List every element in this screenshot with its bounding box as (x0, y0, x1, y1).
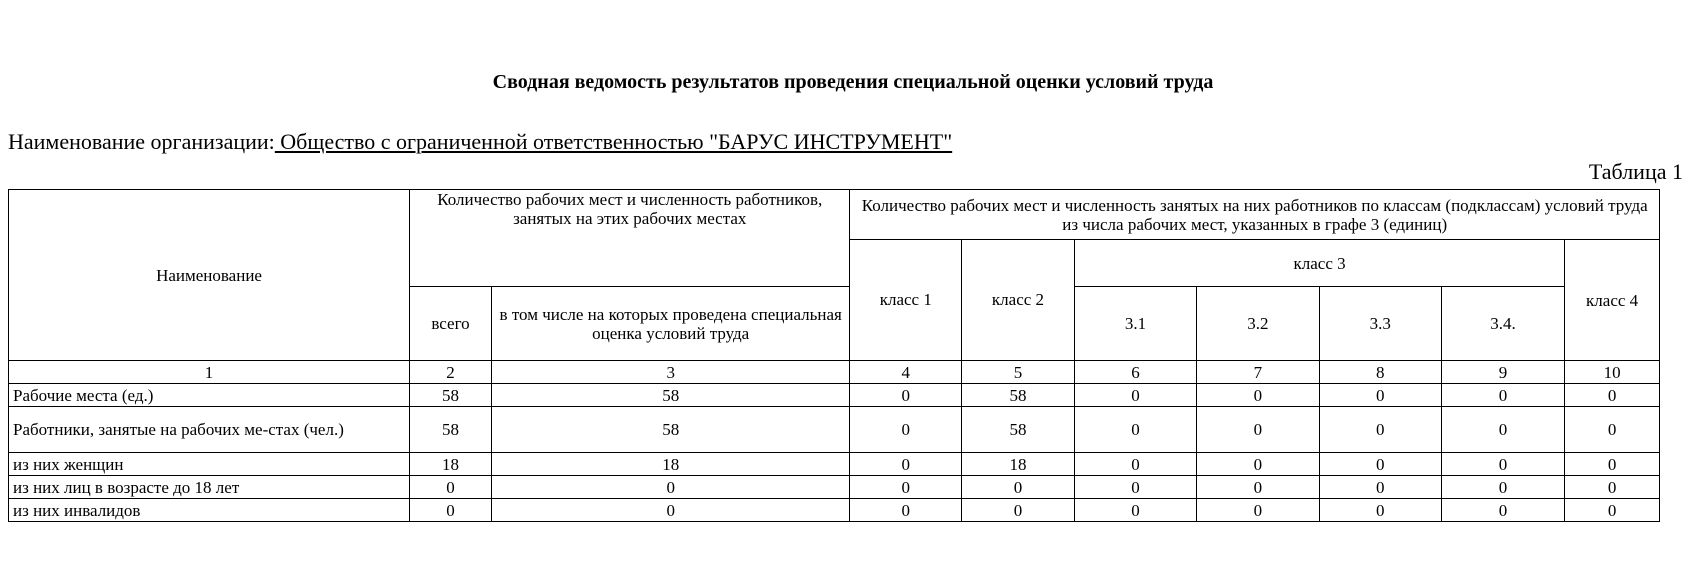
table-cell: 0 (1319, 476, 1441, 499)
table-cell: 0 (1319, 384, 1441, 407)
table-cell: 0 (491, 499, 849, 522)
header-sub-3-4: 3.4. (1441, 287, 1564, 361)
table-cell: 0 (850, 453, 962, 476)
table-row (9, 407, 1660, 453)
row-label: Рабочие места (ед.) (9, 384, 410, 407)
header-class1: класс 1 (850, 240, 962, 361)
table-cell: 0 (962, 499, 1075, 522)
header-class4: класс 4 (1565, 240, 1660, 361)
column-number: 3 (491, 361, 849, 384)
header-assessed: в том числе на которых проведена специальная оценка условий труда (491, 287, 849, 361)
row-label: из них инвалидов (9, 499, 410, 522)
table-cell: 18 (962, 453, 1075, 476)
table-row (9, 453, 1660, 476)
column-number: 2 (410, 361, 492, 384)
organization-name: Общество с ограниченной ответственностью "БАРУС ИНСТРУМЕНТ" (274, 129, 953, 154)
column-number: 8 (1319, 361, 1441, 384)
table-cell: 0 (850, 384, 962, 407)
table-cell: 0 (1319, 453, 1441, 476)
column-number: 6 (1074, 361, 1196, 384)
table-cell: 0 (850, 499, 962, 522)
table-cell: 58 (491, 384, 849, 407)
table-cell: 0 (1441, 453, 1564, 476)
header-sub-3-2: 3.2 (1197, 287, 1319, 361)
table-cell: 0 (1197, 407, 1319, 453)
table-cell: 0 (1074, 384, 1196, 407)
table-cell: 0 (1565, 453, 1660, 476)
table-cell: 0 (1074, 407, 1196, 453)
header-class2: класс 2 (962, 240, 1075, 361)
table-cell: 0 (491, 476, 849, 499)
table-cell: 0 (850, 476, 962, 499)
table-cell: 0 (1319, 407, 1441, 453)
table-cell: 58 (962, 384, 1075, 407)
table-cell: 0 (410, 499, 492, 522)
table-cell: 0 (850, 407, 962, 453)
header-name: Наименование (9, 190, 410, 361)
table-cell: 58 (962, 407, 1075, 453)
table-cell: 0 (1565, 407, 1660, 453)
table-cell: 18 (491, 453, 849, 476)
table-cell: 0 (1319, 499, 1441, 522)
column-number: 5 (962, 361, 1075, 384)
column-number-row (9, 361, 1660, 384)
column-number: 7 (1197, 361, 1319, 384)
table-cell: 0 (410, 476, 492, 499)
table-cell: 0 (1565, 499, 1660, 522)
column-number: 10 (1565, 361, 1660, 384)
table-cell: 0 (1565, 476, 1660, 499)
table-cell: 0 (1441, 476, 1564, 499)
header-group-classes: Количество рабочих мест и численность занятых на них работников по классам (подклассам) условий труда из числа рабочих мест, указанных в графе 3 (единиц) (850, 190, 1660, 240)
row-label: из них лиц в возрасте до 18 лет (9, 476, 410, 499)
table-cell: 0 (1441, 384, 1564, 407)
table-row (9, 499, 1660, 522)
document-title: Сводная ведомость результатов проведения специальной оценки условий труда (492, 71, 1214, 93)
column-number: 4 (850, 361, 962, 384)
organization-line (8, 129, 952, 155)
table-cell: 0 (1197, 499, 1319, 522)
table-cell: 0 (1074, 476, 1196, 499)
table-cell: 0 (1441, 499, 1564, 522)
table-cell: 0 (1074, 499, 1196, 522)
row-label: Работники, занятые на рабочих ме-стах (чел.) (9, 407, 410, 453)
header-total: всего (410, 287, 492, 361)
table-cell: 0 (1197, 476, 1319, 499)
table-row (9, 476, 1660, 499)
column-number: 1 (9, 361, 410, 384)
table-cell: 0 (1565, 384, 1660, 407)
table-cell: 0 (1074, 453, 1196, 476)
table-cell: 0 (1197, 384, 1319, 407)
header-group-count: Количество рабочих мест и численность работников, занятых на этих рабочих местах (410, 190, 850, 287)
table-number: Таблица 1 (1588, 159, 1683, 184)
table-cell: 0 (1197, 453, 1319, 476)
table-cell: 58 (491, 407, 849, 453)
header-sub-3-1: 3.1 (1074, 287, 1196, 361)
table-row (9, 384, 1660, 407)
header-sub-3-3: 3.3 (1319, 287, 1441, 361)
organization-label: Наименование организации: (8, 129, 275, 154)
summary-table (8, 189, 1660, 522)
header-class3: класс 3 (1074, 240, 1564, 287)
table-cell: 0 (962, 476, 1075, 499)
table-cell: 58 (410, 407, 492, 453)
column-number: 9 (1441, 361, 1564, 384)
table-cell: 18 (410, 453, 492, 476)
table-cell: 58 (410, 384, 492, 407)
row-label: из них женщин (9, 453, 410, 476)
table-cell: 0 (1441, 407, 1564, 453)
